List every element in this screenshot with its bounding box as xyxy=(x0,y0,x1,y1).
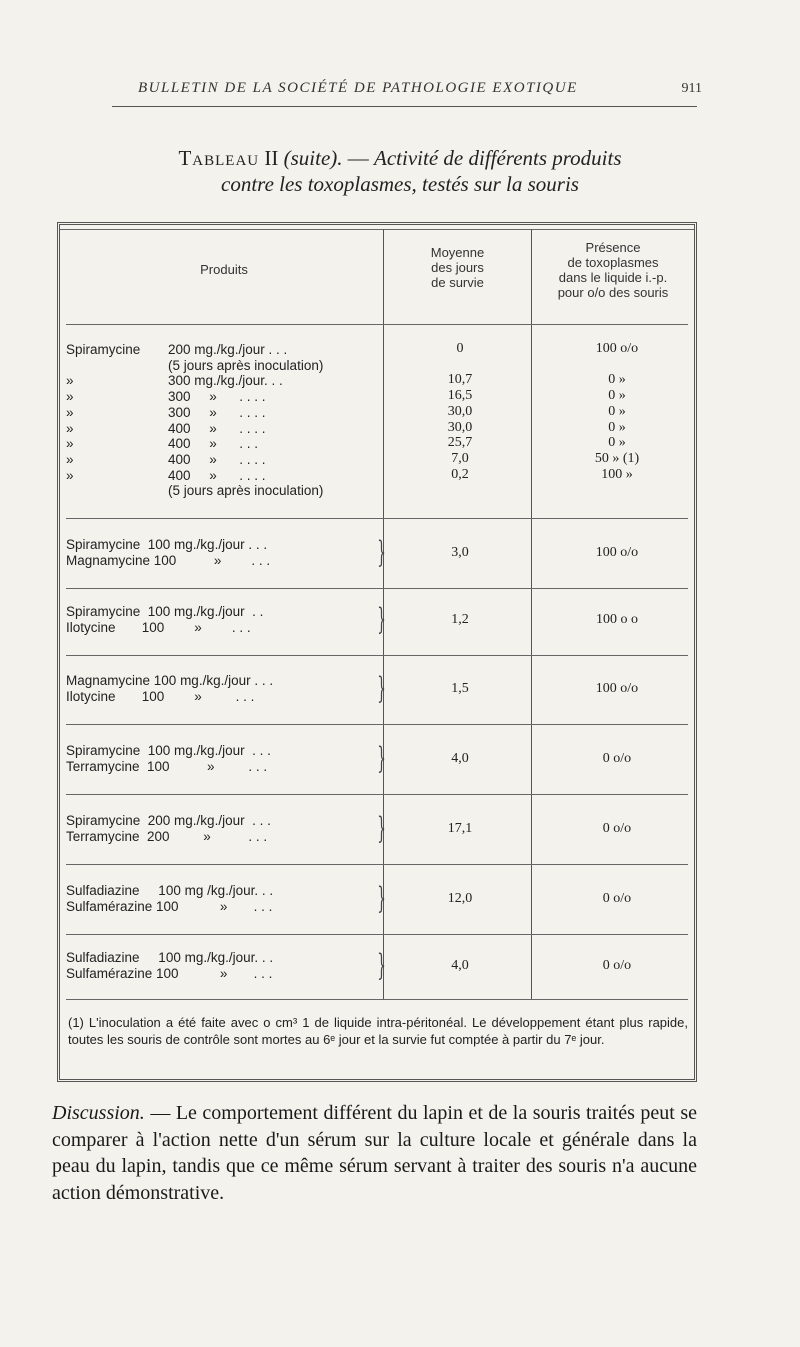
mean-survival-value: 7,0 xyxy=(451,450,469,466)
header-moyenne-line: de survie xyxy=(431,275,484,290)
row-prefix: » xyxy=(66,420,74,436)
combo-line-2: Sulfamérazine 100 » . . . xyxy=(66,898,273,914)
table-inner-top-rule xyxy=(60,229,694,230)
presence-value: 0 o/o xyxy=(602,891,632,906)
mean-survival-value: 0 xyxy=(456,341,464,356)
discussion-text: Le comportement différent du lapin et de la souris traités peut se comparer à l'action nette d'un sérum sur la culture locale et générale dans la peau du lapin, tandis que ce même sérum servant à traiter des souris n'a aucune action démonstrative. xyxy=(52,1102,698,1204)
presence-value: 0 » xyxy=(608,419,626,435)
mean-survival-value: 30,0 xyxy=(447,419,473,435)
mean-survival-value: 30,0 xyxy=(447,403,473,419)
brace-icon: } xyxy=(377,602,386,637)
presence-value: 0 » xyxy=(608,388,626,404)
row-rule-7 xyxy=(66,934,688,935)
header-presence-line: de toxoplasmes xyxy=(567,255,659,270)
presence-value: 50 » (1) xyxy=(594,450,640,466)
row-dose: 400 » . . . . xyxy=(168,420,266,436)
presence-value: 100 o/o xyxy=(595,681,639,696)
mean-survival-value: 1,5 xyxy=(451,681,469,696)
presence-value: 100 o o xyxy=(596,612,638,627)
mean-survival-value: 3,0 xyxy=(451,545,469,560)
header-moyenne xyxy=(385,245,530,290)
header-produits: Produits xyxy=(200,262,248,277)
mean-survival-value: 0,2 xyxy=(451,466,469,482)
row-prefix: » xyxy=(66,373,74,389)
row-dose: 300 » . . . . xyxy=(168,389,266,405)
title-label: Tableau xyxy=(178,146,260,170)
table-body-bottom-rule xyxy=(66,999,688,1000)
combo-line-2: Terramycine 200 » . . . xyxy=(66,828,268,844)
row-prefix: » xyxy=(66,467,74,483)
header-presence-line: dans le liquide i.-p. xyxy=(558,270,668,285)
row-dose: 300 mg./kg./jour. . . xyxy=(168,373,283,389)
row-dose: 300 » . . . . xyxy=(168,404,266,420)
header-moyenne-line: Moyenne xyxy=(430,245,485,260)
combo-line-1: Spiramycine 200 mg./kg./jour . . . xyxy=(66,813,271,828)
title-dash: — xyxy=(347,146,369,170)
header-presence xyxy=(533,240,693,300)
combo-line-2: Magnamycine 100 » . . . xyxy=(66,552,271,568)
presence-value: 0 » xyxy=(608,403,626,419)
mean-survival-value: 25,7 xyxy=(447,435,473,451)
combo-line-1: Spiramycine 100 mg./kg./jour . . . xyxy=(66,537,268,552)
combo-line-1: Magnamycine 100 mg./kg./jour . . . xyxy=(66,673,274,688)
combo-line-2: Ilotycine 100 » . . . xyxy=(66,688,255,704)
mean-survival-value: 12,0 xyxy=(447,891,473,906)
title-line-2 xyxy=(60,171,740,197)
journal-running-head: BULLETIN DE LA SOCIÉTÉ DE PATHOLOGIE EXOTIQUE xyxy=(138,80,578,96)
combo-line-1: Sulfadiazine 100 mg./kg./jour. . . xyxy=(66,950,274,965)
mean-survival-value: 10,7 xyxy=(447,372,473,388)
title-line-1 xyxy=(60,145,740,171)
presence-value: 100 o/o xyxy=(595,545,639,560)
table-footnote: (1) L'inoculation a été faite avec o cm³ 1 de liquide intra-péritonéal. Le développement étant plus rapide, toutes les souris de contrôle sont mortes au 6ᵉ jour et la survie fut comptée à partir du 7ᵉ jour. xyxy=(68,1015,688,1047)
presence-value: 0 » xyxy=(608,372,626,388)
discussion-label: Discussion. xyxy=(52,1102,145,1124)
row-prefix: » xyxy=(66,389,74,405)
title-suite: (suite). xyxy=(283,146,343,170)
mean-survival-value: 17,1 xyxy=(447,821,473,836)
row-rule-2 xyxy=(66,588,688,589)
row-prefix: » xyxy=(66,436,74,452)
discussion-paragraph xyxy=(52,1100,697,1206)
row-dose: 200 mg./kg./jour . . . xyxy=(168,342,288,357)
discussion-dash: — xyxy=(150,1102,171,1124)
table-title xyxy=(60,145,740,197)
brace-icon: } xyxy=(377,741,386,776)
header-rule xyxy=(112,106,697,107)
brace-icon: } xyxy=(377,881,386,916)
row-dose: (5 jours après inoculation) xyxy=(168,483,324,499)
combo-line-1: Sulfadiazine 100 mg /kg./jour. . . xyxy=(66,883,274,898)
header-presence-line: Présence xyxy=(585,240,641,255)
combo-line-2: Terramycine 100 » . . . xyxy=(66,758,268,774)
combo-line-1: Spiramycine 100 mg./kg./jour . . . xyxy=(66,743,271,758)
presence-value: 0 o/o xyxy=(602,958,632,973)
presence-value: 100 o/o xyxy=(595,341,639,356)
presence-value: 0 o/o xyxy=(602,751,632,766)
presence-value: 0 o/o xyxy=(602,821,632,836)
row-dose: 400 » . . . . xyxy=(168,467,266,483)
header-bottom-rule xyxy=(66,324,688,325)
presence-value: 100 » xyxy=(601,466,633,482)
row-rule-5 xyxy=(66,794,688,795)
mean-survival-value: 1,2 xyxy=(451,612,469,627)
row-prefix: Spiramycine xyxy=(66,342,141,357)
row-dose: 400 » . . . . xyxy=(168,451,266,467)
running-header xyxy=(112,80,702,104)
row-dose: (5 jours après inoculation) xyxy=(168,357,324,373)
combo-line-1: Spiramycine 100 mg./kg./jour . . xyxy=(66,604,264,619)
title-text-1: Activité de différents produits xyxy=(374,146,622,170)
row-dose: 400 » . . . xyxy=(168,436,259,452)
combo-line-2: Sulfamérazine 100 » . . . xyxy=(66,965,273,981)
brace-icon: } xyxy=(377,671,386,706)
header-presence-line: pour o/o des souris xyxy=(557,285,669,300)
brace-icon: } xyxy=(377,535,386,570)
title-text-2: contre les toxoplasmes, testés sur la souris xyxy=(221,172,579,196)
row-prefix: » xyxy=(66,404,74,420)
row-rule-3 xyxy=(66,655,688,656)
mean-survival-value: 16,5 xyxy=(447,388,473,404)
mean-survival-value: 4,0 xyxy=(451,958,469,973)
mean-survival-value: 4,0 xyxy=(451,751,469,766)
row-rule-1 xyxy=(66,518,688,519)
row-rule-4 xyxy=(66,724,688,725)
page-number: 911 xyxy=(681,81,702,96)
presence-value: 0 » xyxy=(608,435,626,451)
combo-line-2: Ilotycine 100 » . . . xyxy=(66,619,251,635)
brace-icon: } xyxy=(377,811,386,846)
header-moyenne-line: des jours xyxy=(431,260,484,275)
row-rule-6 xyxy=(66,864,688,865)
brace-icon: } xyxy=(377,948,386,983)
row-prefix: » xyxy=(66,451,74,467)
title-number: II xyxy=(264,146,279,170)
